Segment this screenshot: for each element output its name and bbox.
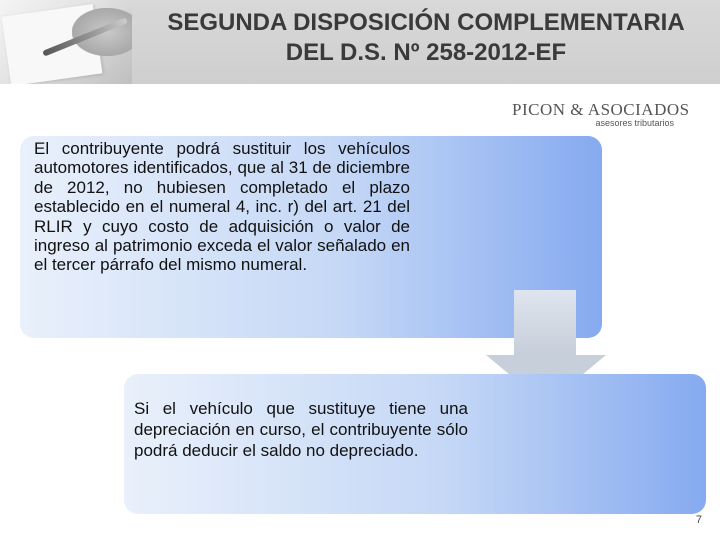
first-paragraph: El contribuyente podrá sustituir los vehículos automotores identificados, que al 31 de diciembre de 2012, no hubiesen completado el plazo establecido en el numeral 4, inc. r) del art. 21 del RLIR y cuyo costo de adquisición o valor de ingreso al patrimonio exceda el valor señalado en el tercer párrafo del mismo numeral. [34, 139, 410, 275]
title-line-1: SEGUNDA DISPOSICIÓN COMPLEMENTARIA [167, 9, 685, 36]
slide-title [132, 8, 720, 68]
down-arrow-icon [514, 290, 576, 356]
header-photo [0, 0, 132, 84]
title-line-2: DEL D.S. Nº 258-2012-EF [285, 39, 567, 66]
page-number: 7 [695, 514, 702, 526]
second-paragraph: Si el vehículo que sustituye tiene una depreciación en curso, el contribuyente sólo podrá deducir el saldo no depreciado. [134, 399, 468, 460]
logo-name: PICON & ASOCIADOS [512, 100, 690, 119]
company-logo [512, 100, 690, 128]
logo-tagline: asesores tributarios [595, 118, 674, 128]
